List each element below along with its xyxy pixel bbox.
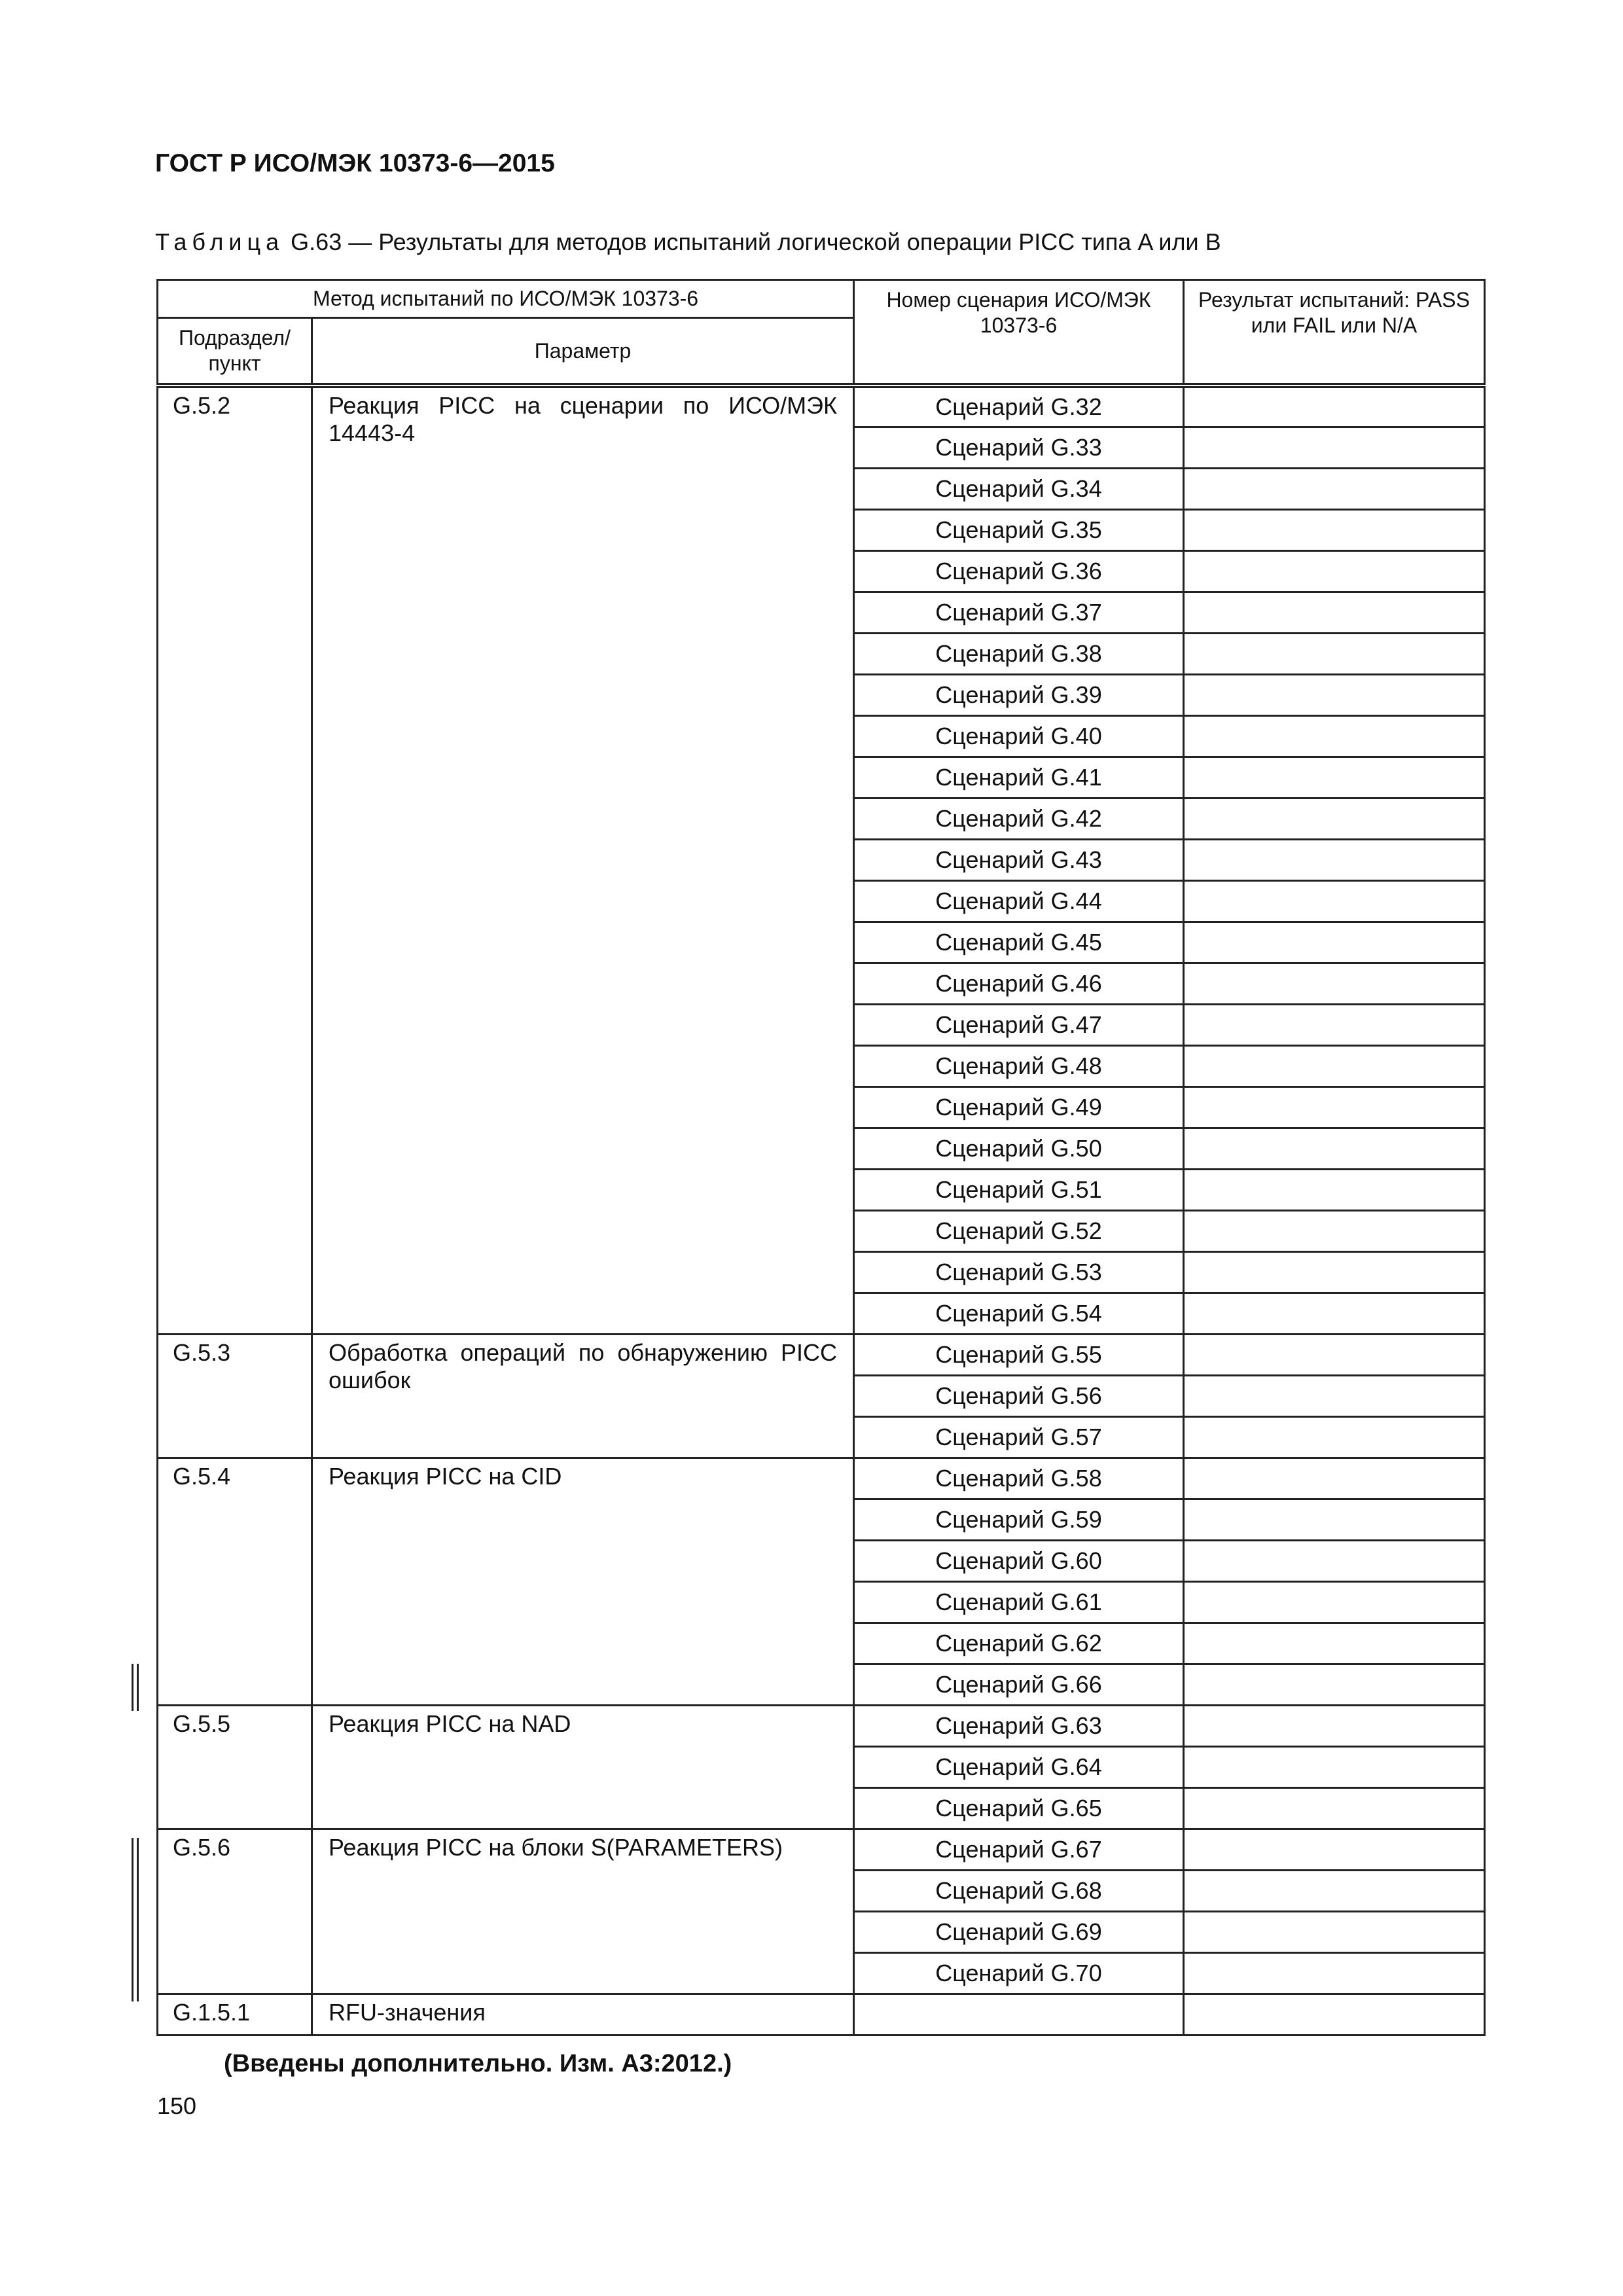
table-row xyxy=(158,386,1485,427)
table-caption-text: G.63 — Результаты для методов испытаний логической операции PICC типа A или B xyxy=(291,228,1221,255)
scenario-cell: Сценарий G.39 xyxy=(854,674,1184,715)
result-cell xyxy=(1184,963,1485,1004)
scenario-cell: Сценарий G.41 xyxy=(854,757,1184,798)
result-cell xyxy=(1184,1210,1485,1251)
results-table xyxy=(156,279,1486,2036)
result-cell xyxy=(1184,1499,1485,1540)
result-cell xyxy=(1184,550,1485,592)
scenario-cell: Сценарий G.64 xyxy=(854,1746,1184,1787)
scenario-cell: Сценарий G.48 xyxy=(854,1045,1184,1086)
scenario-cell: Сценарий G.61 xyxy=(854,1581,1184,1623)
header-method: Метод испытаний по ИСО/МЭК 10373-6 xyxy=(158,280,854,318)
table-caption xyxy=(155,228,1221,256)
table-row xyxy=(158,1994,1485,2035)
scenario-cell: Сценарий G.35 xyxy=(854,509,1184,550)
table-row xyxy=(158,1829,1485,1870)
document-header: ГОСТ Р ИСО/МЭК 10373-6—2015 xyxy=(155,149,555,177)
subsection-cell: G.5.5 xyxy=(158,1705,312,1829)
subsection-cell: G.5.6 xyxy=(158,1829,312,1994)
parameter-cell: Реакция PICC на CID xyxy=(312,1458,854,1705)
scenario-cell: Сценарий G.36 xyxy=(854,550,1184,592)
change-bar xyxy=(132,1664,134,1711)
parameter-cell: Реакция PICC на сценарии по ИСО/МЭК 14443-4 xyxy=(312,386,854,1334)
result-cell xyxy=(1184,1829,1485,1870)
result-cell xyxy=(1184,922,1485,963)
page-number: 150 xyxy=(157,2092,197,2119)
result-cell xyxy=(1184,1004,1485,1045)
result-cell xyxy=(1184,1416,1485,1458)
scenario-cell: Сценарий G.51 xyxy=(854,1169,1184,1210)
header-scenario: Номер сценария ИСО/МЭК 10373-6 xyxy=(854,280,1184,386)
scenario-cell: Сценарий G.63 xyxy=(854,1705,1184,1746)
result-cell xyxy=(1184,715,1485,757)
table-row xyxy=(158,1705,1485,1746)
result-cell xyxy=(1184,798,1485,839)
table-body xyxy=(158,386,1485,2035)
result-cell xyxy=(1184,1911,1485,1952)
result-cell xyxy=(1184,1045,1485,1086)
result-cell xyxy=(1184,1705,1485,1746)
result-cell xyxy=(1184,1293,1485,1334)
result-cell xyxy=(1184,1375,1485,1416)
result-cell xyxy=(1184,1994,1485,2035)
scenario-cell: Сценарий G.66 xyxy=(854,1664,1184,1705)
scenario-cell: Сценарий G.37 xyxy=(854,592,1184,633)
scenario-cell: Сценарий G.58 xyxy=(854,1458,1184,1499)
scenario-cell: Сценарий G.60 xyxy=(854,1540,1184,1581)
result-cell xyxy=(1184,1169,1485,1210)
scenario-cell: Сценарий G.33 xyxy=(854,427,1184,468)
scenario-cell: Сценарий G.65 xyxy=(854,1787,1184,1829)
result-cell xyxy=(1184,1623,1485,1664)
table-caption-label: Таблица xyxy=(155,228,285,255)
scenario-cell: Сценарий G.32 xyxy=(854,386,1184,427)
result-cell xyxy=(1184,1128,1485,1169)
result-cell xyxy=(1184,1787,1485,1829)
header-subsection: Подраздел/ пункт xyxy=(158,318,312,386)
scenario-cell: Сценарий G.46 xyxy=(854,963,1184,1004)
scenario-cell: Сценарий G.69 xyxy=(854,1911,1184,1952)
subsection-cell: G.5.3 xyxy=(158,1334,312,1458)
result-cell xyxy=(1184,509,1485,550)
scenario-cell xyxy=(854,1994,1184,2035)
scenario-cell: Сценарий G.59 xyxy=(854,1499,1184,1540)
scenario-cell: Сценарий G.68 xyxy=(854,1870,1184,1911)
scenario-cell: Сценарий G.57 xyxy=(854,1416,1184,1458)
scenario-cell: Сценарий G.54 xyxy=(854,1293,1184,1334)
scenario-cell: Сценарий G.34 xyxy=(854,468,1184,509)
scenario-cell: Сценарий G.43 xyxy=(854,839,1184,880)
scenario-cell: Сценарий G.56 xyxy=(854,1375,1184,1416)
result-cell xyxy=(1184,1334,1485,1375)
subsection-cell: G.1.5.1 xyxy=(158,1994,312,2035)
scenario-cell: Сценарий G.53 xyxy=(854,1251,1184,1293)
result-cell xyxy=(1184,757,1485,798)
change-bar xyxy=(132,1838,134,2001)
scenario-cell: Сценарий G.38 xyxy=(854,633,1184,674)
result-cell xyxy=(1184,427,1485,468)
scenario-cell: Сценарий G.40 xyxy=(854,715,1184,757)
result-cell xyxy=(1184,468,1485,509)
scenario-cell: Сценарий G.50 xyxy=(854,1128,1184,1169)
header-parameter: Параметр xyxy=(312,318,854,386)
header-result: Результат испытаний: PASS или FAIL или N/A xyxy=(1184,280,1485,386)
scenario-cell: Сценарий G.47 xyxy=(854,1004,1184,1045)
subsection-cell: G.5.2 xyxy=(158,386,312,1334)
result-cell xyxy=(1184,592,1485,633)
scenario-cell: Сценарий G.70 xyxy=(854,1952,1184,1994)
result-cell xyxy=(1184,1952,1485,1994)
parameter-cell: Реакция PICC на блоки S(PARAMETERS) xyxy=(312,1829,854,1994)
result-cell xyxy=(1184,880,1485,922)
scenario-cell: Сценарий G.55 xyxy=(854,1334,1184,1375)
scenario-cell: Сценарий G.44 xyxy=(854,880,1184,922)
result-cell xyxy=(1184,1581,1485,1623)
scenario-cell: Сценарий G.62 xyxy=(854,1623,1184,1664)
result-cell xyxy=(1184,1458,1485,1499)
result-cell xyxy=(1184,1664,1485,1705)
result-cell xyxy=(1184,1251,1485,1293)
scenario-cell: Сценарий G.67 xyxy=(854,1829,1184,1870)
parameter-cell: RFU-значения xyxy=(312,1994,854,2035)
result-cell xyxy=(1184,633,1485,674)
scenario-cell: Сценарий G.45 xyxy=(854,922,1184,963)
scenario-cell: Сценарий G.52 xyxy=(854,1210,1184,1251)
scenario-cell: Сценарий G.49 xyxy=(854,1086,1184,1128)
result-cell xyxy=(1184,1870,1485,1911)
subsection-cell: G.5.4 xyxy=(158,1458,312,1705)
parameter-cell: Обработка операций по обнаружению PICC ошибок xyxy=(312,1334,854,1458)
result-cell xyxy=(1184,1746,1485,1787)
result-cell xyxy=(1184,839,1485,880)
parameter-cell: Реакция PICC на NAD xyxy=(312,1705,854,1829)
result-cell xyxy=(1184,674,1485,715)
change-bar xyxy=(137,1838,139,2001)
result-cell xyxy=(1184,1086,1485,1128)
amendment-note: (Введены дополнительно. Изм. А3:2012.) xyxy=(224,2050,732,2077)
table-row xyxy=(158,1458,1485,1499)
table-row xyxy=(158,1334,1485,1375)
result-cell xyxy=(1184,386,1485,427)
scenario-cell: Сценарий G.42 xyxy=(854,798,1184,839)
result-cell xyxy=(1184,1540,1485,1581)
change-bar xyxy=(137,1664,139,1711)
